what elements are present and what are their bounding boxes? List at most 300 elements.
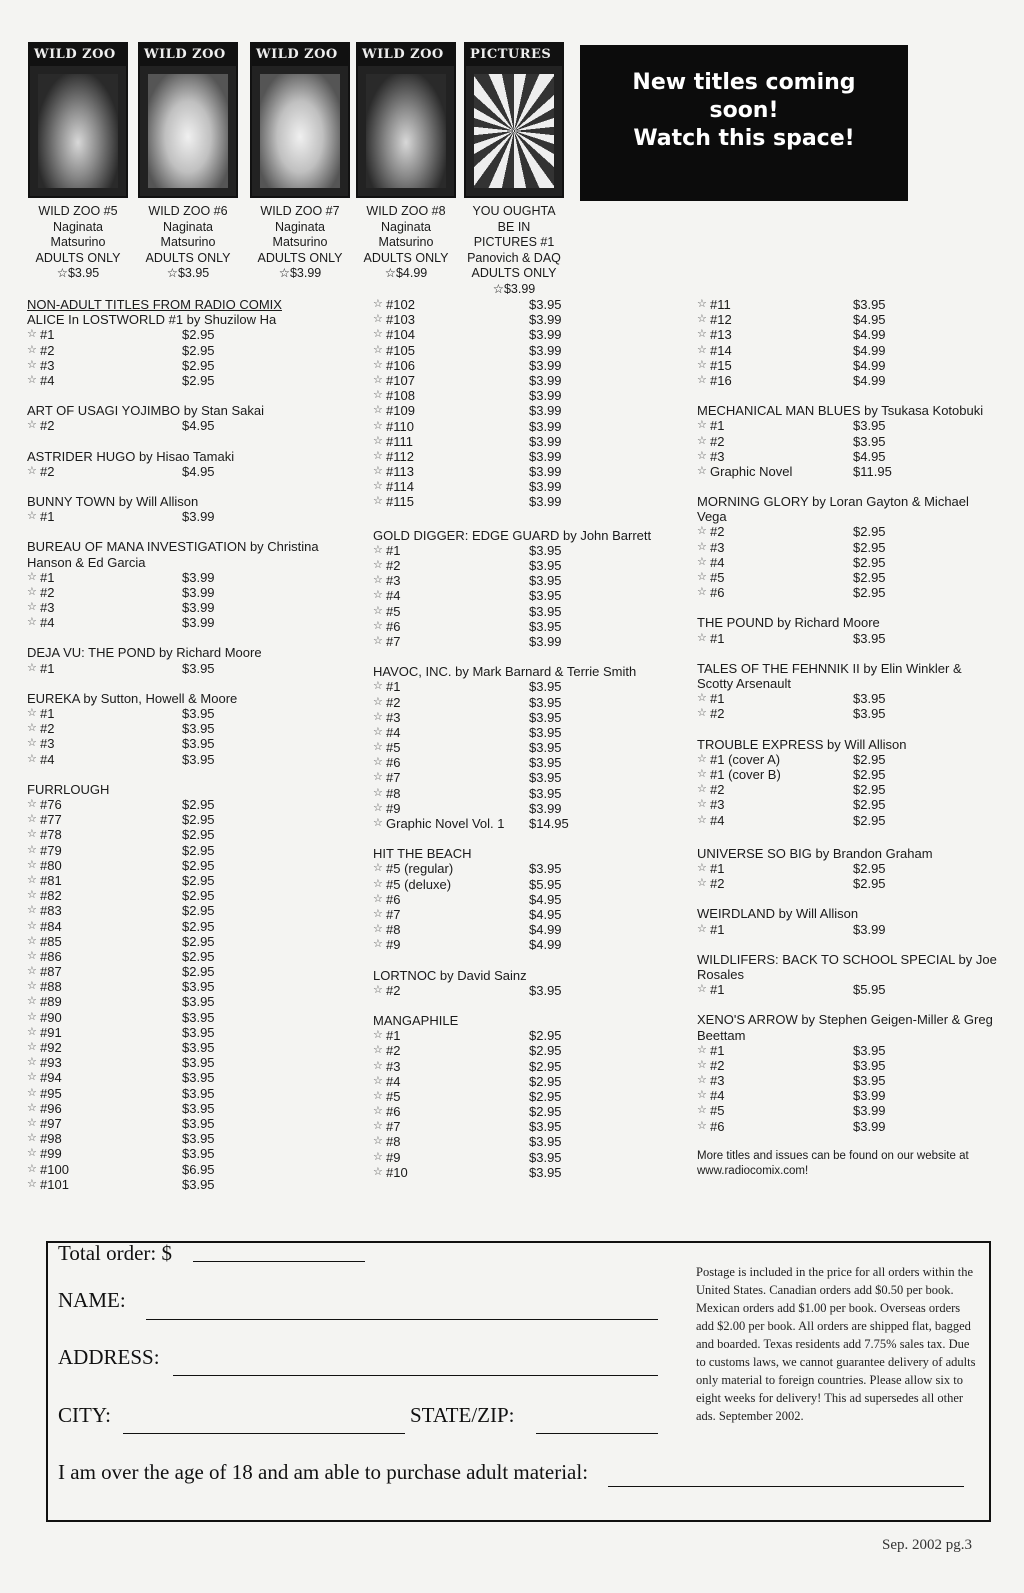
star-icon: ☆ xyxy=(373,725,383,738)
issue-number: #1 xyxy=(40,509,55,525)
series-block xyxy=(697,403,997,479)
issue-row xyxy=(373,710,693,725)
issue-price: $3.99 xyxy=(529,312,562,328)
issue-row xyxy=(27,661,347,676)
star-icon: ☆ xyxy=(27,1056,37,1069)
issue-price: $3.95 xyxy=(853,433,886,449)
issue-number: #4 xyxy=(40,751,55,767)
star-icon: ☆ xyxy=(373,328,383,341)
star-icon: ☆ xyxy=(373,1165,383,1178)
issue-number: #77 xyxy=(40,812,62,828)
cover-caption xyxy=(28,204,128,282)
issue-row xyxy=(373,937,693,952)
issue-number: #2 xyxy=(386,1043,401,1059)
issue-number: #4 xyxy=(386,588,401,604)
issue-number: #7 xyxy=(386,633,401,649)
issue-price: $3.99 xyxy=(853,1118,886,1134)
issue-row xyxy=(373,801,693,816)
issue-number: #13 xyxy=(710,327,732,343)
issue-number: #1 xyxy=(386,542,401,558)
issue-price: $3.95 xyxy=(529,724,562,740)
age-confirm-field[interactable] xyxy=(608,1485,964,1487)
star-icon: ☆ xyxy=(697,525,707,538)
star-icon: ☆ xyxy=(373,634,383,647)
issue-number: #1 xyxy=(40,706,55,722)
star-icon: ☆ xyxy=(697,586,707,599)
issue-price: $3.99 xyxy=(182,509,215,525)
issue-row xyxy=(697,1058,997,1073)
issue-row xyxy=(697,1103,997,1118)
promo-line: New titles coming xyxy=(632,70,856,95)
issue-price: $2.95 xyxy=(182,918,215,934)
issue-number: #4 xyxy=(710,554,725,570)
star-icon: ☆ xyxy=(373,574,383,587)
issue-number: #1 xyxy=(40,569,55,585)
star-icon: ☆ xyxy=(27,1116,37,1129)
issue-number: #83 xyxy=(40,903,62,919)
star-icon: ☆ xyxy=(27,510,37,523)
issue-row xyxy=(373,464,693,479)
issue-row xyxy=(27,736,347,751)
cover-caption-line: ADULTS ONLY xyxy=(257,250,343,265)
issue-number: #114 xyxy=(386,479,414,495)
issue-number: #2 xyxy=(386,982,401,998)
issue-price: $3.95 xyxy=(529,709,562,725)
issue-row xyxy=(373,573,693,588)
issue-price: $3.95 xyxy=(853,1073,886,1089)
star-icon: ☆ xyxy=(697,1043,707,1056)
issue-price: $3.95 xyxy=(182,1176,215,1192)
issue-price: $3.95 xyxy=(529,861,562,877)
issue-number: #10 xyxy=(386,1164,408,1180)
issue-price: $3.99 xyxy=(529,464,562,480)
issue-number: #110 xyxy=(386,418,414,434)
issue-price: $3.95 xyxy=(182,1070,215,1086)
issue-price: $2.95 xyxy=(853,812,886,828)
star-icon: ☆ xyxy=(697,752,707,765)
star-icon: ☆ xyxy=(373,389,383,402)
series-title: TALES OF THE FEHNNIK II by Elin Winkler & Scotty Arsenault xyxy=(697,660,962,692)
star-icon: ☆ xyxy=(27,358,37,371)
cover-art xyxy=(474,74,554,188)
issue-number: #1 xyxy=(710,1042,725,1058)
issue-price: $2.95 xyxy=(182,872,215,888)
cover-caption-line: ☆$4.99 xyxy=(384,266,428,280)
issue-row xyxy=(697,343,997,358)
issue-row xyxy=(697,327,997,342)
issue-price: $2.95 xyxy=(853,570,886,586)
issue-row xyxy=(373,679,693,694)
issue-number: #3 xyxy=(710,797,725,813)
cover-caption-line: Naginata xyxy=(380,219,432,234)
issue-row xyxy=(27,797,347,812)
catalog-column-3 xyxy=(697,297,997,1179)
issue-price: $2.95 xyxy=(529,1088,562,1104)
star-icon: ☆ xyxy=(27,1147,37,1160)
cover-caption-line: BE IN xyxy=(497,219,531,234)
issue-number: #84 xyxy=(40,918,62,934)
issue-row xyxy=(373,403,693,418)
issue-row xyxy=(697,631,997,646)
cover-caption-line: ☆$3.99 xyxy=(278,266,322,280)
issue-price: $5.95 xyxy=(853,982,886,998)
series-block xyxy=(27,539,347,630)
issue-row xyxy=(27,1086,347,1101)
issue-number: #1 xyxy=(710,982,725,998)
star-icon: ☆ xyxy=(27,616,37,629)
issue-row xyxy=(373,983,693,998)
issue-price: $2.95 xyxy=(182,372,215,388)
issue-price: $3.95 xyxy=(853,706,886,722)
star-icon: ☆ xyxy=(27,1071,37,1084)
issue-row xyxy=(373,861,693,876)
issue-row xyxy=(373,1089,693,1104)
star-icon: ☆ xyxy=(373,1120,383,1133)
issue-number: #4 xyxy=(710,812,725,828)
issue-number: #4 xyxy=(386,1073,401,1089)
cover-image xyxy=(138,42,238,198)
cover-caption-line: Matsurino xyxy=(50,235,106,249)
issue-row xyxy=(373,434,693,449)
issue-number: #3 xyxy=(40,600,55,616)
issue-number: #2 xyxy=(710,524,725,540)
cover-image xyxy=(250,42,350,198)
issue-price: $2.95 xyxy=(853,554,886,570)
star-icon: ☆ xyxy=(697,692,707,705)
issue-row xyxy=(373,1059,693,1074)
cover-logo: WILD ZOO xyxy=(30,44,126,66)
star-icon: ☆ xyxy=(27,904,37,917)
issue-row xyxy=(697,797,997,812)
issue-price: $3.99 xyxy=(853,1088,886,1104)
star-icon: ☆ xyxy=(27,919,37,932)
star-icon: ☆ xyxy=(373,495,383,508)
comic-cover xyxy=(250,42,354,282)
series-title: HAVOC, INC. by Mark Barnard & Terrie Smith xyxy=(373,664,637,680)
issue-price: $3.95 xyxy=(529,770,562,786)
issue-row xyxy=(373,588,693,603)
star-icon: ☆ xyxy=(27,1086,37,1099)
issue-price: $4.95 xyxy=(853,312,886,328)
issue-number: #96 xyxy=(40,1100,62,1116)
city-field[interactable] xyxy=(123,1432,405,1434)
series-title: TROUBLE EXPRESS by Will Allison xyxy=(697,736,907,752)
star-icon: ☆ xyxy=(697,449,707,462)
issue-number: #6 xyxy=(710,585,725,601)
cover-image xyxy=(464,42,564,198)
issue-number: #1 (cover A) xyxy=(710,751,781,767)
star-icon: ☆ xyxy=(27,373,37,386)
issue-row xyxy=(697,1073,997,1088)
issue-price: $2.95 xyxy=(182,903,215,919)
issue-price: $4.95 xyxy=(853,448,886,464)
issue-price: $2.95 xyxy=(529,1028,562,1044)
star-icon: ☆ xyxy=(373,1105,383,1118)
issue-row xyxy=(373,1074,693,1089)
issue-number: #103 xyxy=(386,312,415,328)
issue-row xyxy=(27,585,347,600)
issue-row xyxy=(27,1101,347,1116)
issue-row xyxy=(373,740,693,755)
issue-price: $4.99 xyxy=(853,357,886,373)
statezip-label: STATE/ZIP: xyxy=(410,1403,515,1427)
issue-number: #8 xyxy=(386,1134,401,1150)
issue-number: #1 xyxy=(710,630,725,646)
series-title: MANGAPHILE xyxy=(373,1012,459,1028)
issue-row xyxy=(27,1116,347,1131)
issue-number: #2 xyxy=(40,721,55,737)
promo-line: soon! xyxy=(709,98,779,123)
series-title: UNIVERSE SO BIG by Brandon Graham xyxy=(697,845,933,861)
comic-cover xyxy=(138,42,242,282)
cover-logo: WILD ZOO xyxy=(252,44,348,66)
total-order-field[interactable] xyxy=(193,1260,365,1262)
promo-line: Watch this space! xyxy=(633,126,855,151)
issue-row xyxy=(373,619,693,634)
issue-number: #15 xyxy=(710,357,732,373)
issue-price: $3.95 xyxy=(529,755,562,771)
issue-price: $2.95 xyxy=(853,766,886,782)
star-icon: ☆ xyxy=(697,861,707,874)
star-icon: ☆ xyxy=(697,1104,707,1117)
series-title: ART OF USAGI YOJIMBO by Stan Sakai xyxy=(27,403,264,419)
series-block xyxy=(697,615,997,645)
issue-number: #76 xyxy=(40,797,62,813)
series-title: WILDLIFERS: BACK TO SCHOOL SPECIAL by Joe Rosales xyxy=(697,951,997,982)
star-icon: ☆ xyxy=(373,695,383,708)
issue-number: #1 xyxy=(386,679,401,695)
issue-price: $3.99 xyxy=(529,357,562,373)
issue-price: $3.99 xyxy=(529,479,562,495)
issue-row xyxy=(27,615,347,630)
issue-row xyxy=(27,1040,347,1055)
issue-price: $2.95 xyxy=(182,812,215,828)
cover-caption-line: Matsurino xyxy=(160,235,216,249)
issue-row xyxy=(27,1025,347,1040)
issue-row xyxy=(27,373,347,388)
issue-row xyxy=(27,464,347,479)
issue-number: #90 xyxy=(40,1009,62,1025)
age-confirm-label: I am over the age of 18 and am able to purchase adult material: xyxy=(58,1460,589,1484)
issue-price: $3.95 xyxy=(182,1146,215,1162)
issue-number: #86 xyxy=(40,948,62,964)
issue-row xyxy=(27,919,347,934)
star-icon: ☆ xyxy=(27,965,37,978)
issue-price: $14.95 xyxy=(529,816,569,832)
issue-number: #104 xyxy=(386,327,415,343)
issue-number: #106 xyxy=(386,357,415,373)
catalog-heading: NON-ADULT TITLES FROM RADIO COMIX xyxy=(27,297,282,312)
issue-number: #3 xyxy=(386,573,401,589)
issue-row xyxy=(27,858,347,873)
issue-number: #93 xyxy=(40,1055,62,1071)
issue-row xyxy=(373,449,693,464)
series-block xyxy=(697,846,997,892)
star-icon: ☆ xyxy=(373,892,383,905)
star-icon: ☆ xyxy=(697,298,707,310)
series-title: BUREAU OF MANA INVESTIGATION by Christina Hanson & Ed Garcia xyxy=(27,539,319,570)
issue-number: #113 xyxy=(386,464,414,480)
issue-number: #1 xyxy=(40,660,55,676)
issue-price: $2.95 xyxy=(853,876,886,892)
series-title: THE POUND by Richard Moore xyxy=(697,615,880,631)
issue-price: $2.95 xyxy=(853,524,886,540)
issue-number: #5 xyxy=(710,1103,725,1119)
cover-logo: PICTURES xyxy=(466,44,562,66)
issue-price: $3.95 xyxy=(182,706,215,722)
star-icon: ☆ xyxy=(27,889,37,902)
issue-number: #7 xyxy=(386,770,401,786)
issue-number: #111 xyxy=(386,433,413,449)
series-title: WEIRDLAND by Will Allison xyxy=(697,906,859,922)
address-field[interactable] xyxy=(173,1374,658,1376)
issue-row xyxy=(697,312,997,327)
issue-row xyxy=(373,786,693,801)
total-order-label: Total order: $ xyxy=(58,1241,172,1265)
issue-row xyxy=(27,343,347,358)
issue-number: #3 xyxy=(40,736,55,752)
series-block xyxy=(373,846,693,952)
issue-row xyxy=(697,982,997,997)
issue-row xyxy=(27,949,347,964)
star-icon: ☆ xyxy=(697,343,707,356)
issue-number: #2 xyxy=(710,782,725,798)
issue-number: #4 xyxy=(40,372,55,388)
star-icon: ☆ xyxy=(373,1074,383,1087)
star-icon: ☆ xyxy=(27,570,37,583)
issue-row xyxy=(27,873,347,888)
name-field[interactable] xyxy=(146,1318,658,1320)
issue-number: #99 xyxy=(40,1146,62,1162)
star-icon: ☆ xyxy=(27,873,37,886)
issue-row xyxy=(373,1043,693,1058)
series-block xyxy=(697,952,997,998)
cover-caption-line: ADULTS ONLY xyxy=(471,266,557,280)
issue-number: #82 xyxy=(40,888,62,904)
issue-price: $2.95 xyxy=(529,1058,562,1074)
issue-price: $4.95 xyxy=(182,463,215,479)
cover-caption-line: ☆$3.99 xyxy=(492,281,536,296)
issue-row xyxy=(373,1165,693,1180)
issue-row xyxy=(697,555,997,570)
series-block xyxy=(27,403,347,433)
issue-price: $3.95 xyxy=(529,1149,562,1165)
issue-price: $2.95 xyxy=(182,888,215,904)
star-icon: ☆ xyxy=(27,1041,37,1054)
issue-number: #88 xyxy=(40,979,62,995)
issue-row xyxy=(27,843,347,858)
cover-caption-line: WILD ZOO #8 xyxy=(366,204,446,218)
issue-number: #102 xyxy=(386,297,415,312)
issue-number: #5 xyxy=(386,603,401,619)
issue-row xyxy=(697,1043,997,1058)
star-icon: ☆ xyxy=(373,559,383,572)
issue-number: #4 xyxy=(40,615,55,631)
issue-price: $3.95 xyxy=(182,1024,215,1040)
issue-number: #81 xyxy=(40,872,62,888)
star-icon: ☆ xyxy=(373,771,383,784)
star-icon: ☆ xyxy=(697,313,707,326)
star-icon: ☆ xyxy=(373,404,383,417)
star-icon: ☆ xyxy=(697,373,707,386)
issue-price: $4.95 xyxy=(529,891,562,907)
more-titles-note: More titles and issues can be found on our website at www.radiocomix.com! xyxy=(697,1149,969,1177)
issue-number: #12 xyxy=(710,312,732,328)
star-icon: ☆ xyxy=(373,786,383,799)
issue-price: $3.95 xyxy=(853,1042,886,1058)
issue-price: $3.95 xyxy=(182,1085,215,1101)
issue-row xyxy=(373,343,693,358)
comic-cover xyxy=(28,42,132,282)
issue-row xyxy=(373,297,693,312)
issue-number: #2 xyxy=(386,694,401,710)
cover-caption xyxy=(138,204,238,282)
issue-number: #2 xyxy=(40,584,55,600)
issue-price: $3.95 xyxy=(182,736,215,752)
star-icon: ☆ xyxy=(373,680,383,693)
issue-row xyxy=(373,494,693,509)
series-title: XENO'S ARROW by Stephen Geigen-Miller & Greg Beettam xyxy=(697,1012,993,1043)
issue-row xyxy=(373,1028,693,1043)
star-icon: ☆ xyxy=(697,1074,707,1087)
star-icon: ☆ xyxy=(373,480,383,493)
series-title: DEJA VU: THE POND by Richard Moore xyxy=(27,645,262,661)
star-icon: ☆ xyxy=(697,540,707,553)
statezip-field[interactable] xyxy=(536,1432,658,1434)
issue-number: #108 xyxy=(386,388,415,404)
name-label: NAME: xyxy=(58,1288,126,1312)
issue-row xyxy=(373,312,693,327)
issue-number: #1 xyxy=(40,327,55,343)
star-icon: ☆ xyxy=(27,343,37,356)
series-block xyxy=(27,449,347,479)
cover-caption-line: Matsurino xyxy=(378,235,434,249)
cover-caption-line: WILD ZOO #6 xyxy=(148,204,228,218)
issue-row xyxy=(697,570,997,585)
issue-number: #2 xyxy=(40,418,55,434)
star-icon: ☆ xyxy=(27,1132,37,1145)
issue-price: $3.95 xyxy=(853,1057,886,1073)
issue-price: $3.95 xyxy=(182,994,215,1010)
issue-row xyxy=(373,604,693,619)
issue-row xyxy=(27,327,347,342)
issue-price: $3.99 xyxy=(182,600,215,616)
issue-row xyxy=(373,358,693,373)
issue-number: #8 xyxy=(386,785,401,801)
issue-row xyxy=(697,813,997,828)
issue-price: $2.95 xyxy=(853,797,886,813)
issue-row xyxy=(27,721,347,736)
issue-number: #7 xyxy=(386,1119,401,1135)
series-block xyxy=(697,661,997,722)
star-icon: ☆ xyxy=(373,710,383,723)
issue-row xyxy=(27,570,347,585)
issue-number: #14 xyxy=(710,342,732,358)
star-icon: ☆ xyxy=(27,585,37,598)
issue-number: #2 xyxy=(710,876,725,892)
issue-number: #4 xyxy=(710,1088,725,1104)
issue-row xyxy=(697,861,997,876)
star-icon: ☆ xyxy=(373,1059,383,1072)
issue-number: #92 xyxy=(40,1040,62,1056)
issue-row xyxy=(697,449,997,464)
star-icon: ☆ xyxy=(373,373,383,386)
comic-cover xyxy=(464,42,568,297)
issue-price: $2.95 xyxy=(182,933,215,949)
cover-art xyxy=(38,74,118,188)
star-icon: ☆ xyxy=(373,817,383,830)
issue-row xyxy=(27,418,347,433)
